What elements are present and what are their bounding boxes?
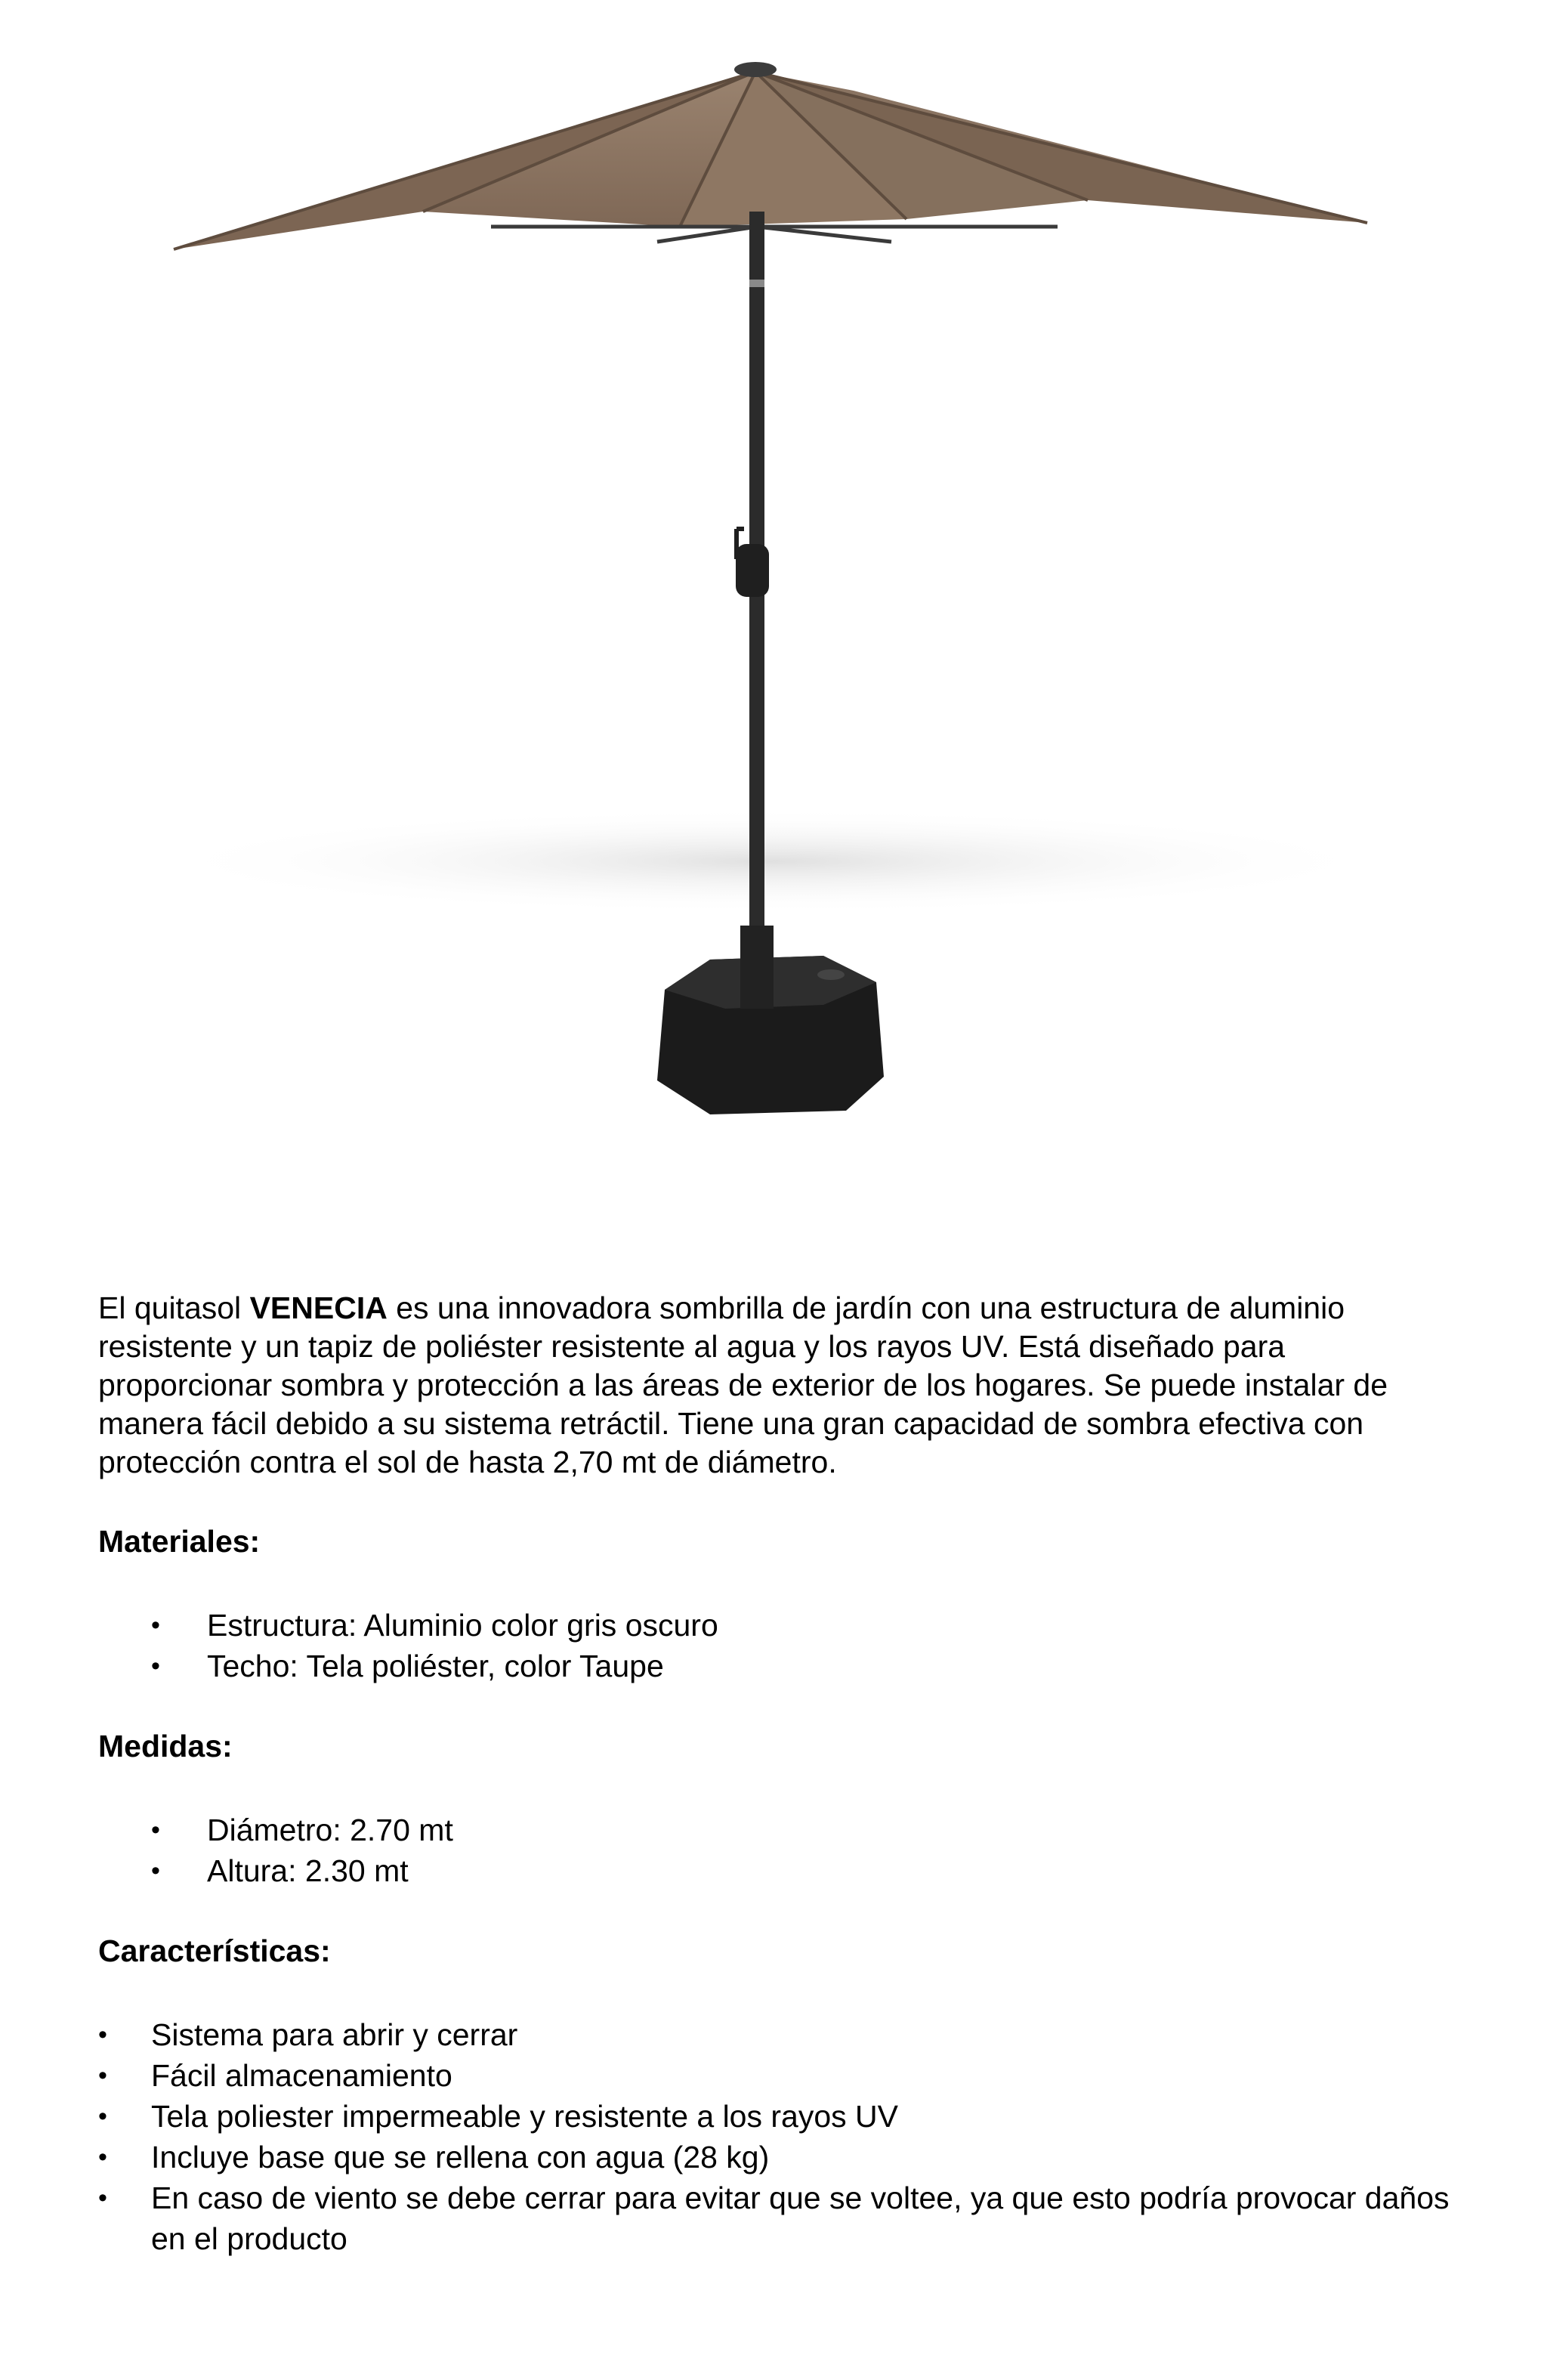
features-list	[98, 2014, 1450, 2259]
list-item: • Techo: Tela poliéster, color Taupe	[207, 1646, 1450, 1686]
intro-text-start: El quitasol	[98, 1290, 250, 1325]
list-item: • Estructura: Aluminio color gris oscuro	[207, 1605, 1450, 1646]
list-item: • En caso de viento se debe cerrar para evitar que se voltee, ya que esto podría provocar daños en el producto	[151, 2178, 1450, 2259]
measures-heading: Medidas:	[98, 1729, 233, 1763]
materials-list	[98, 1605, 1450, 1686]
umbrella-base	[657, 926, 884, 1114]
ground-shadow	[151, 808, 1390, 914]
intro-paragraph	[98, 1289, 1450, 1482]
list-item: • Incluye base que se rellena con agua (28 kg)	[151, 2137, 1450, 2178]
list-item: • Diámetro: 2.70 mt	[207, 1810, 1450, 1850]
product-description	[98, 1289, 1450, 2259]
list-item: • Tela poliester impermeable y resistente a los rayos UV	[151, 2096, 1450, 2137]
umbrella-canopy	[174, 62, 1367, 249]
list-item: • Altura: 2.30 mt	[207, 1850, 1450, 1891]
measures-list	[98, 1810, 1450, 1891]
materials-heading: Materiales:	[98, 1524, 261, 1559]
list-item: • Sistema para abrir y cerrar	[151, 2014, 1450, 2055]
features-heading: Características:	[98, 1933, 331, 1968]
intro-text-end: es una innovadora sombrilla de jardín con una estructura de aluminio resistente y un tapiz de poliéster resistente al agua y los rayos UV. Está diseñado para proporcionar sombra y protección a las áreas de exterior de los hogares. Se puede instalar de manera fácil debido a su sistema retráctil. Tiene una gran capacidad de sombra efectiva con protección contra el sol de hasta 2,70 mt de diámetro.	[98, 1290, 1388, 1479]
list-item: • Fácil almacenamiento	[151, 2055, 1450, 2096]
product-name: VENECIA	[249, 1290, 388, 1325]
